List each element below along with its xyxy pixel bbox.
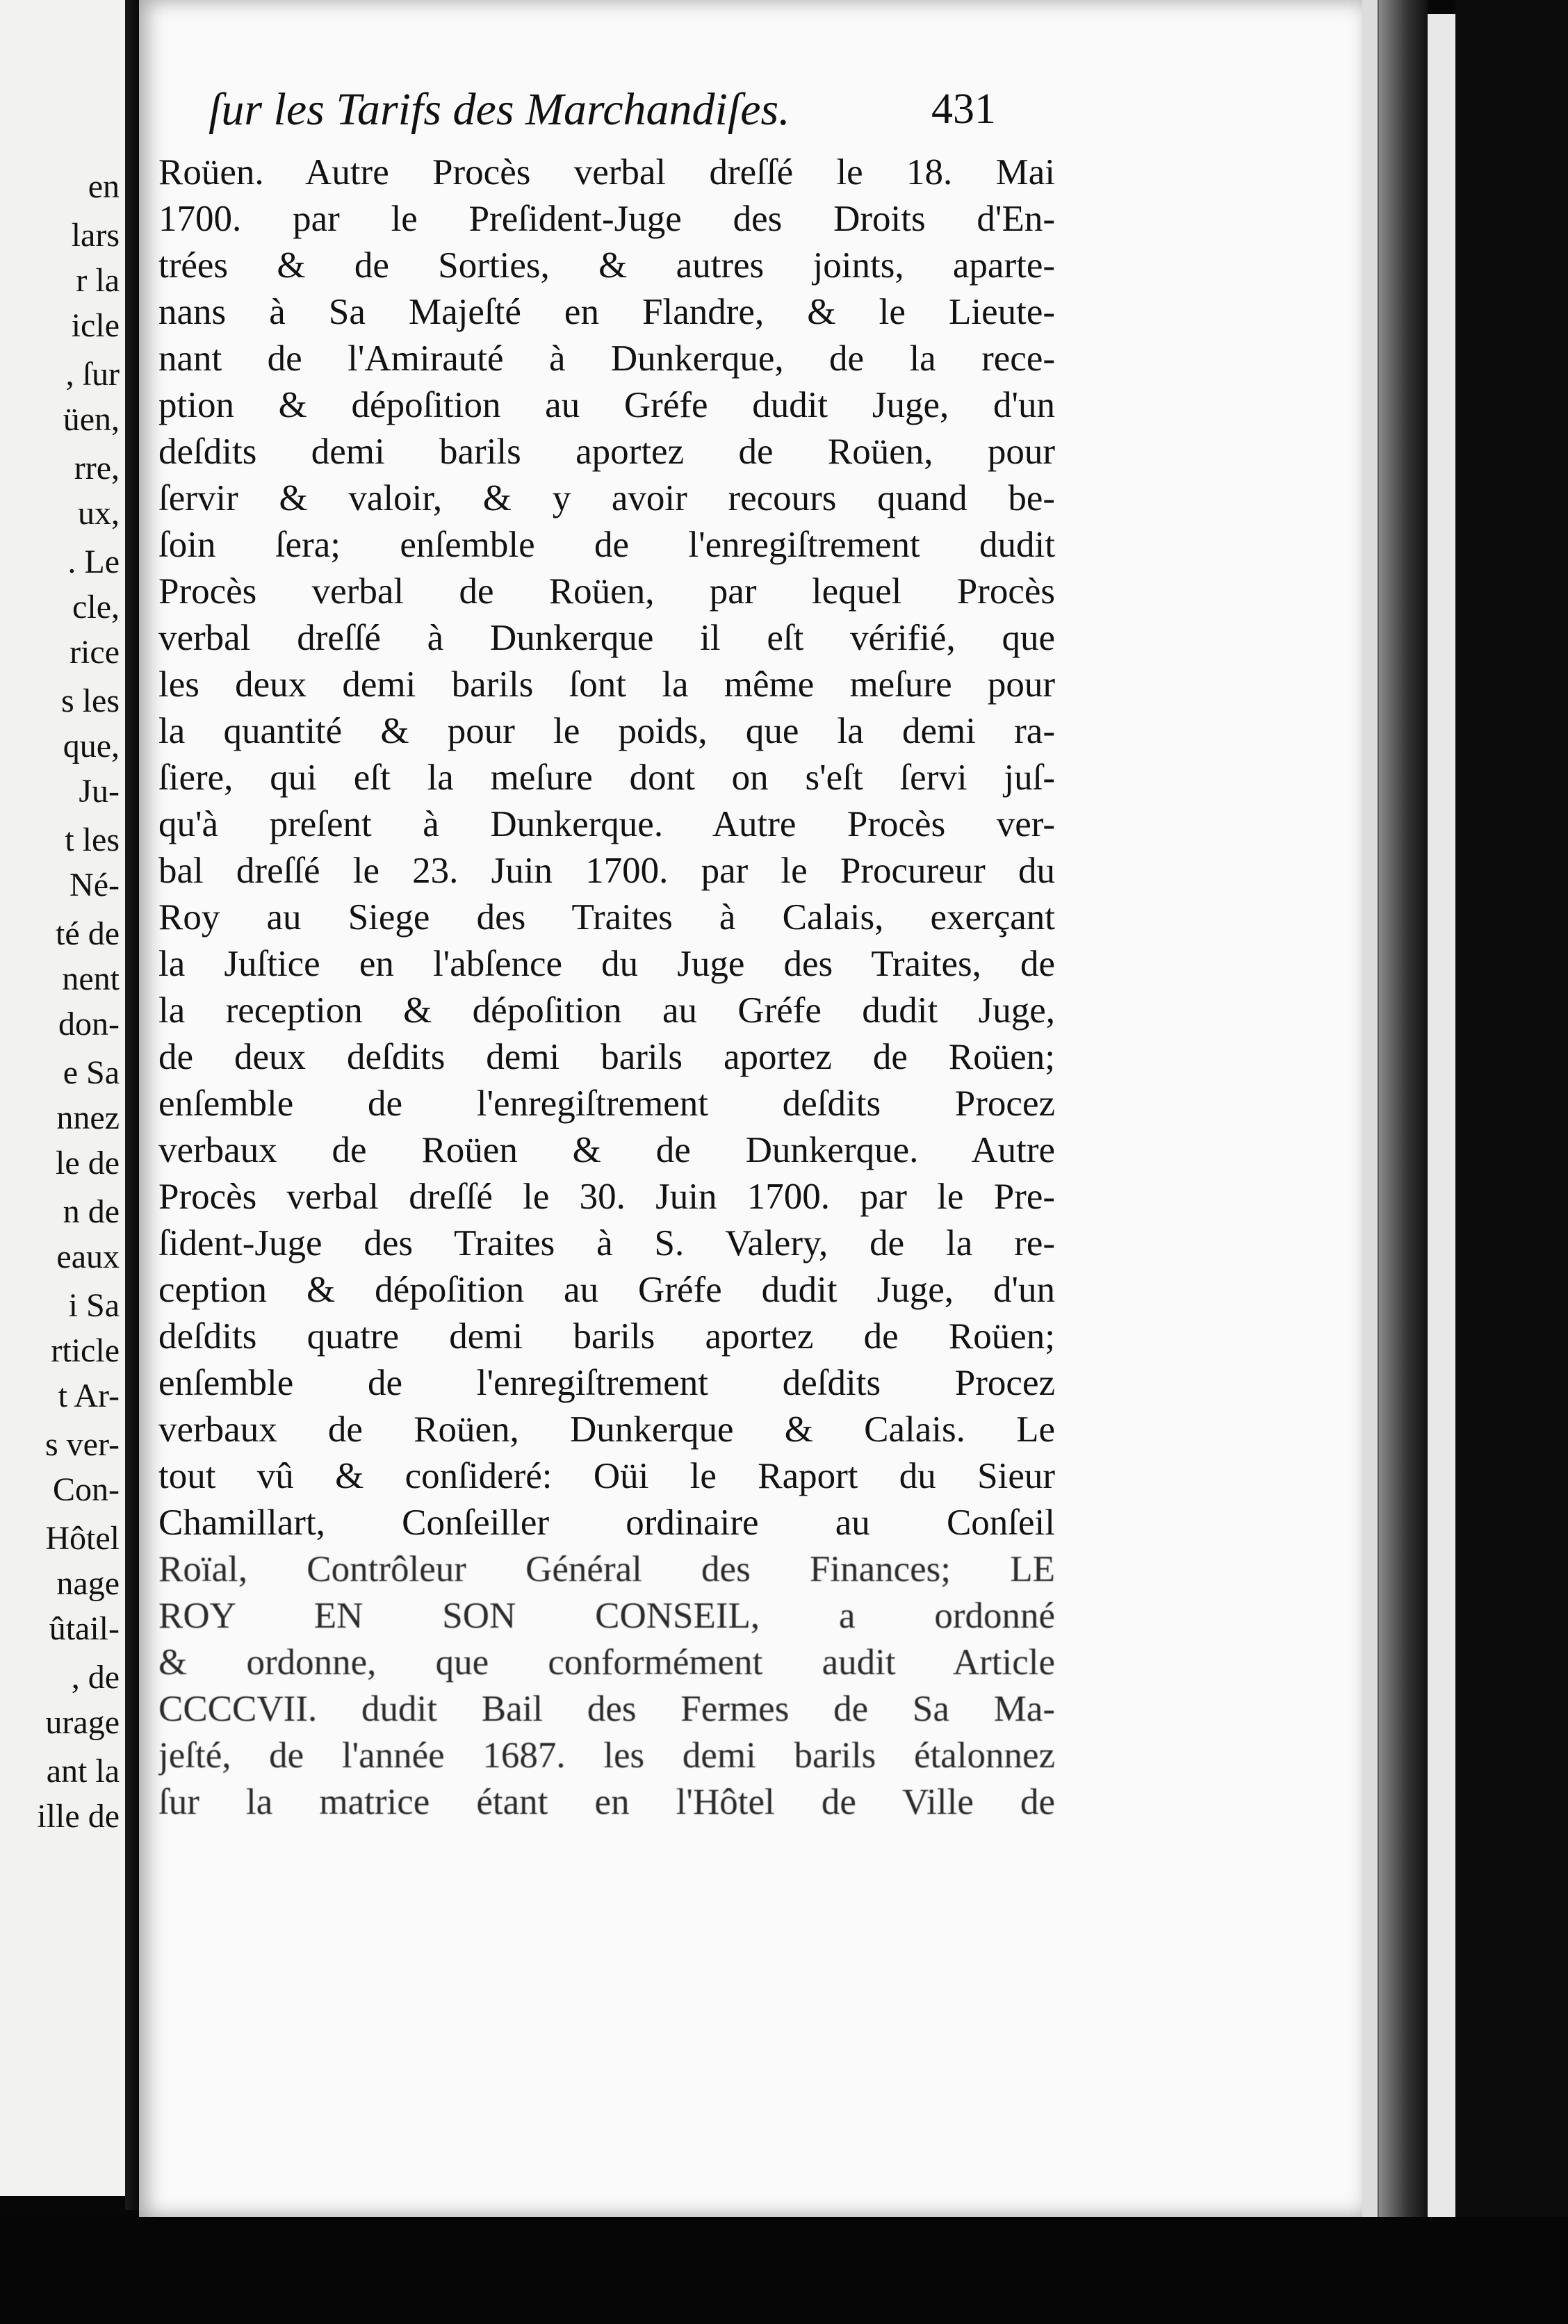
left-page-fragment: rre, — [74, 450, 120, 486]
left-page-fragment: e Sa — [63, 1054, 120, 1091]
left-page-fragment: t les — [65, 821, 120, 858]
left-page-fragment: urage — [45, 1704, 120, 1741]
text-line: ption & dépoſition au Gréfe dudit Juge, d'un — [158, 385, 1055, 425]
page-stack-shadow — [1379, 0, 1428, 2266]
text-line: jeſté, de l'année 1687. les demi barils étalonnez — [158, 1735, 1055, 1776]
left-page-fragment: ux, — [78, 495, 120, 532]
left-page-fragment: rticle — [51, 1332, 120, 1369]
left-page-fragment: que, — [63, 728, 120, 764]
book-cover-edge — [1455, 0, 1568, 2324]
text-line: verbal dreſſé à Dunkerque il eſt vérifié, que — [158, 618, 1055, 658]
text-line: Chamillart, Conſeiller ordinaire au Conſeil — [158, 1503, 1055, 1543]
text-line: la Juſtice en l'abſence du Juge des Traites, de — [158, 944, 1055, 984]
scan-background — [0, 2217, 1568, 2324]
text-line: Procès verbal dreſſé le 30. Juin 1700. par le Pre- — [158, 1177, 1055, 1217]
text-line: deſdits demi barils aportez de Roüen, pour — [158, 432, 1055, 472]
text-line: CCCCVII. dudit Bail des Fermes de Sa Ma- — [158, 1689, 1055, 1729]
left-page-fragment: Ju- — [79, 773, 120, 810]
left-page-fragment: cle, — [72, 589, 120, 625]
running-head: ſur les Tarifs des Marchandiſes. — [209, 84, 790, 135]
text-line: ROY EN SON CONSEIL, a ordonné — [158, 1596, 1055, 1636]
text-line: verbaux de Roüen & de Dunkerque. Autre — [158, 1130, 1055, 1170]
text-line: la quantité & pour le poids, que la demi ra- — [158, 711, 1055, 751]
left-page-fragment: . Le — [67, 543, 120, 580]
text-line: deſdits quatre demi barils aportez de Roüen; — [158, 1316, 1055, 1357]
text-line: bal dreſſé le 23. Juin 1700. par le Procureur du — [158, 851, 1055, 891]
text-line: Roïal, Contrôleur Général des Finances; LE — [158, 1549, 1055, 1589]
page-number: 431 — [931, 85, 996, 133]
left-facing-page — [0, 0, 126, 2196]
left-page-fragment: Con- — [53, 1471, 120, 1508]
text-line: & ordonne, que conformément audit Article — [158, 1642, 1055, 1683]
left-page-fragment: icle — [71, 307, 120, 344]
text-line: ſervir & valoir, & y avoir recours quand be- — [158, 478, 1055, 518]
text-line: tout vû & conſideré: Oüi le Raport du Sieur — [158, 1456, 1055, 1496]
left-page-fragment: eaux — [56, 1238, 120, 1275]
text-line: verbaux de Roüen, Dunkerque & Calais. Le — [158, 1409, 1055, 1450]
text-line: ſident-Juge des Traites à S. Valery, de la re- — [158, 1223, 1055, 1263]
left-page-fragment: n de — [63, 1193, 120, 1230]
left-page-fragment: ille de — [37, 1798, 120, 1835]
left-page-fragment: don- — [58, 1006, 120, 1042]
text-line: Procès verbal de Roüen, par lequel Procès — [158, 571, 1055, 612]
left-page-fragment: s ver- — [45, 1426, 120, 1463]
body-text — [158, 149, 1055, 1826]
text-line: nant de l'Amirauté à Dunkerque, de la rece- — [158, 338, 1055, 379]
text-line: ſur la matrice étant en l'Hôtel de Ville de — [158, 1782, 1055, 1822]
text-line: nans à Sa Majeſté en Flandre, & le Lieute- — [158, 292, 1055, 332]
text-line: 1700. par le Preſident-Juge des Droits d'En- — [158, 199, 1055, 239]
left-page-fragment: nent — [62, 960, 120, 997]
text-line: qu'à preſent à Dunkerque. Autre Procès ver- — [158, 804, 1055, 844]
left-page-fragment: Hôtel — [45, 1520, 120, 1557]
left-page-fragment: ant la — [46, 1753, 120, 1790]
left-page-fragment: t Ar- — [58, 1377, 120, 1414]
page-stack-edge — [1428, 14, 1455, 2259]
text-line: de deux deſdits demi barils aportez de Roüen; — [158, 1037, 1055, 1077]
text-line: enſemble de l'enregiſtrement deſdits Procez — [158, 1083, 1055, 1124]
left-page-fragment: r la — [76, 262, 120, 299]
left-page-fragment: üen, — [63, 401, 120, 438]
left-page-fragment: , ſur — [65, 356, 120, 393]
left-page-fragment: le de — [56, 1145, 120, 1181]
text-line: trées & de Sorties, & autres joints, aparte- — [158, 245, 1055, 286]
left-page-fragment: rice — [70, 634, 120, 671]
left-page-fragment: lars — [71, 217, 120, 254]
text-line: Roüen. Autre Procès verbal dreſſé le 18. Mai — [158, 152, 1055, 193]
left-page-fragment: Né- — [70, 867, 120, 903]
page-edge — [1362, 0, 1379, 2252]
left-page-fragment: nnez — [56, 1099, 120, 1136]
text-line: ſoin ſera; enſemble de l'enregiſtrement dudit — [158, 525, 1055, 565]
text-line: la reception & dépoſition au Gréfe dudit Juge, — [158, 990, 1055, 1031]
left-page-fragment: s les — [61, 682, 120, 719]
left-page-fragment: en — [88, 168, 120, 205]
text-line: les deux demi barils ſont la même meſure pour — [158, 664, 1055, 705]
left-page-fragment: té de — [56, 915, 120, 952]
left-page-fragment: ûtail- — [49, 1610, 120, 1647]
left-page-fragment: , de — [71, 1659, 120, 1696]
text-line: Roy au Siege des Traites à Calais, exerçant — [158, 897, 1055, 938]
text-line: ception & dépoſition au Gréfe dudit Juge, d'un — [158, 1270, 1055, 1310]
left-page-fragment: nage — [56, 1565, 120, 1602]
text-line: ſiere, qui eſt la meſure dont on s'eſt ſervi juſ- — [158, 758, 1055, 798]
text-line: enſemble de l'enregiſtrement deſdits Procez — [158, 1363, 1055, 1403]
left-page-fragment: i Sa — [68, 1287, 120, 1324]
